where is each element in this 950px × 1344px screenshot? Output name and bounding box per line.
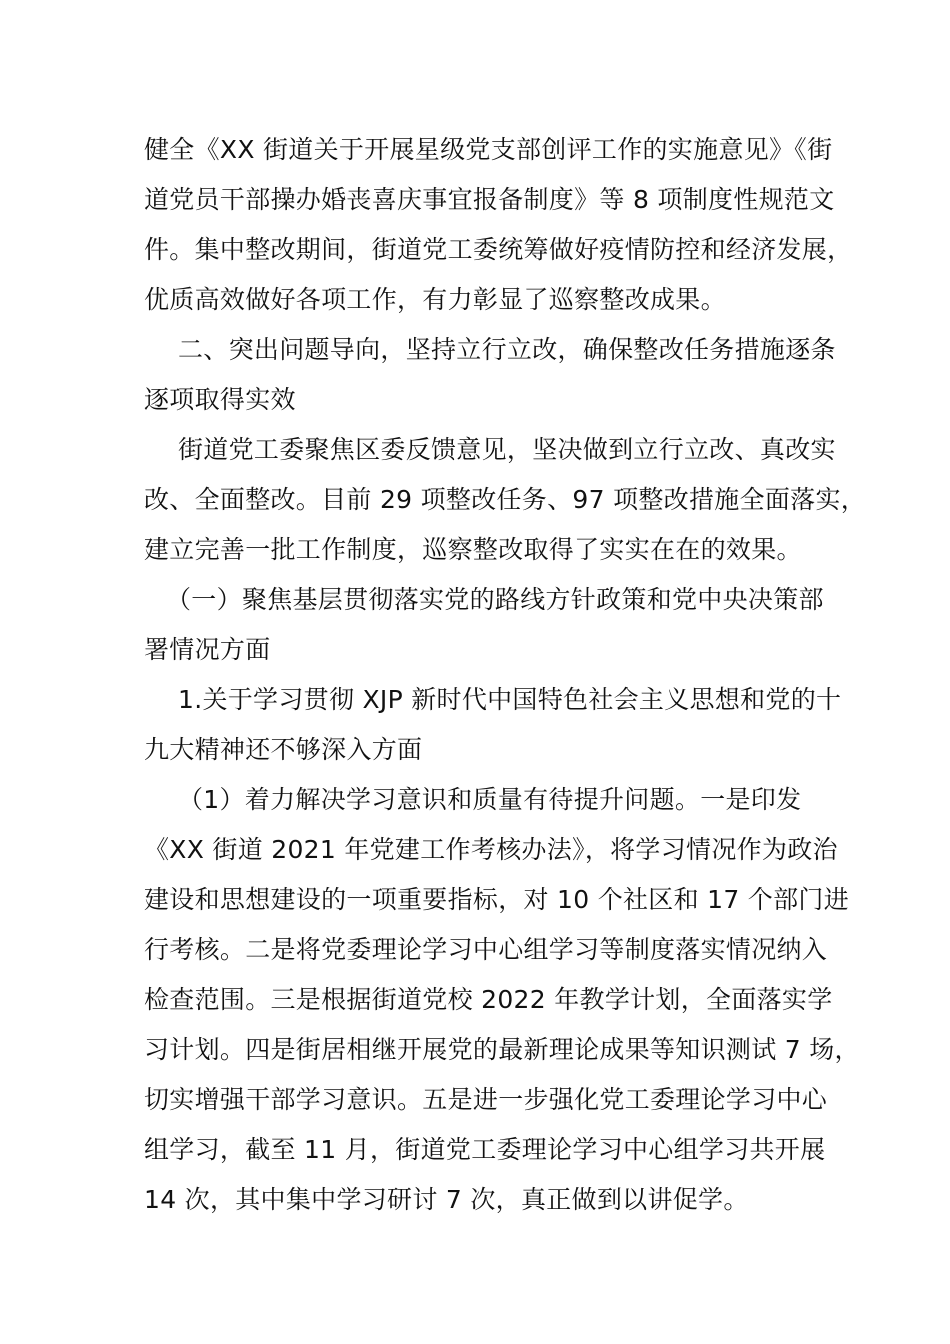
text-line: 街道党工委聚焦区委反馈意见，坚决做到立行立改、真改实 [178, 435, 836, 464]
text-line: 件。集中整改期间，街道党工委统筹做好疫情防控和经济发展， [144, 235, 853, 264]
text-line: 改、全面整改。目前 29 项整改任务、97 项整改措施全面落实， [144, 485, 867, 514]
text-line: 健全《XX 街道关于开展星级党支部创评工作的实施意见》《街 [144, 135, 833, 164]
text-line: 习计划。四是街居相继开展党的最新理论成果等知识测试 7 场， [144, 1035, 860, 1064]
text-line: 14 次，其中集中学习研讨 7 次，真正做到以讲促学。 [144, 1185, 749, 1214]
item-heading: 1.关于学习贯彻 XJP 新时代中国特色社会主义思想和党的十 [178, 685, 842, 714]
subsection-heading: （一）聚焦基层贯彻落实党的路线方针政策和党中央决策部 [166, 585, 824, 614]
text-line: 建设和思想建设的一项重要指标，对 10 个社区和 17 个部门进 [144, 885, 850, 914]
text-line: 道党员干部操办婚丧喜庆事宜报备制度》等 8 项制度性规范文 [144, 185, 835, 214]
text-line: 检查范围。三是根据街道党校 2022 年教学计划，全面落实学 [144, 985, 833, 1014]
text-line: （1）着力解决学习意识和质量有待提升问题。一是印发 [178, 785, 802, 814]
section-heading: 逐项取得实效 [144, 385, 296, 414]
section-heading: 二、突出问题导向，坚持立行立改，确保整改任务措施逐条 [178, 335, 836, 364]
text-line: 《XX 街道 2021 年党建工作考核办法》，将学习情况作为政治 [144, 835, 838, 864]
subsection-heading: 署情况方面 [144, 635, 271, 664]
text-line: 组学习，截至 11 月，街道党工委理论学习中心组学习共开展 [144, 1135, 826, 1164]
item-heading: 九大精神还不够深入方面 [144, 735, 423, 764]
text-line: 建立完善一批工作制度，巡察整改取得了实实在在的效果。 [144, 535, 802, 564]
text-line: 行考核。二是将党委理论学习中心组学习等制度落实情况纳入 [144, 935, 828, 964]
text-line: 切实增强干部学习意识。五是进一步强化党工委理论学习中心 [144, 1085, 828, 1114]
text-line: 优质高效做好各项工作，有力彰显了巡察整改成果。 [144, 285, 726, 314]
